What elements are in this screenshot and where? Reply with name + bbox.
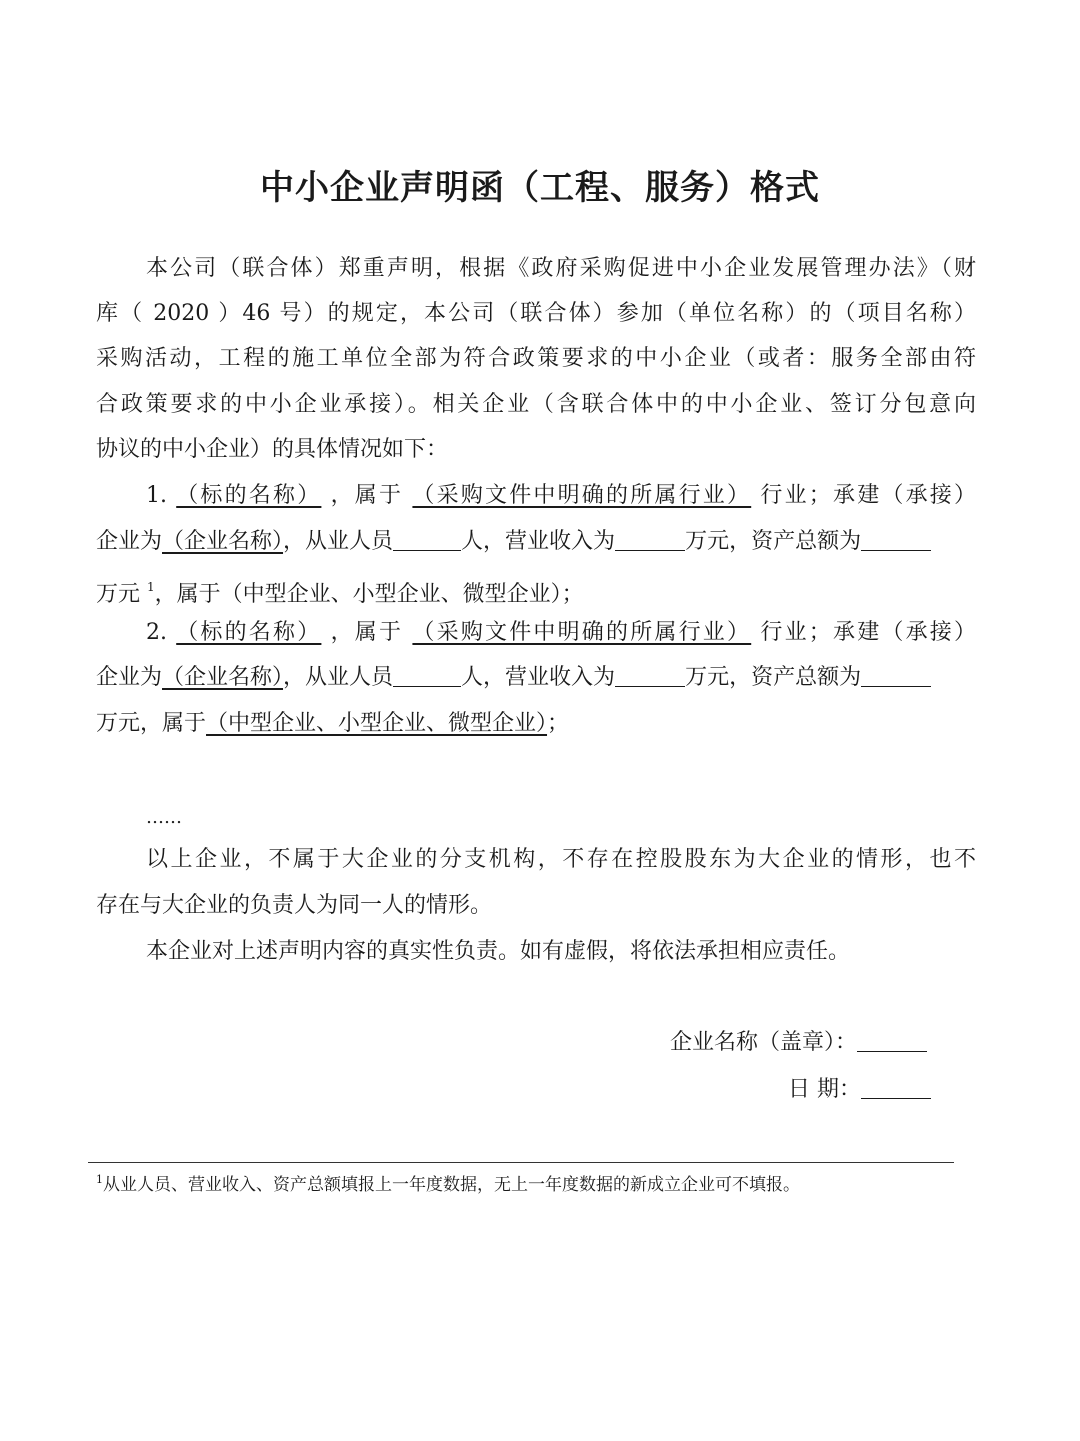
intro-line-2: 库（ 2020 ）46 号）的规定，本公司（联合体）参加（单位名称）的（项目名称） xyxy=(96,301,976,326)
page-title: 中小企业声明函（工程、服务）格式 xyxy=(260,168,820,208)
item2-wan-text: 万元，属于 xyxy=(96,711,207,736)
item1-company-prefix: 企业为 xyxy=(96,529,163,554)
item2-company-prefix: 企业为 xyxy=(96,665,163,690)
item1-revenue-blank[interactable] xyxy=(615,528,685,551)
intro-line-4: 合政策要求的中小企业承接）。相关企业（含联合体中的中小企业、签订分包意向 xyxy=(96,392,976,417)
item2-staff-label: ，从业人员 xyxy=(283,665,394,690)
item2-industry: （采购文件中明确的所属行业） xyxy=(412,620,752,645)
statement-line-1: 以上企业，不属于大企业的分支机构，不存在控股股东为大企业的情形，也不 xyxy=(146,847,976,872)
item1-staff-label: ，从业人员 xyxy=(283,529,394,554)
item1-builder-text: 行业；承建（承接） xyxy=(760,483,976,508)
date-blank[interactable] xyxy=(861,1076,931,1099)
item2-revenue-blank[interactable] xyxy=(615,664,685,687)
ellipsis: …… xyxy=(146,807,182,828)
responsibility-statement: 本企业对上述声明内容的真实性负责。如有虚假，将依法承担相应责任。 xyxy=(146,939,851,964)
item2-scale: （中型企业、小型企业、微型企业） xyxy=(206,711,548,736)
item2-assets-label: 万元，资产总额为 xyxy=(685,665,862,690)
item1-company-name: （企业名称） xyxy=(162,529,284,554)
item2-line-1 xyxy=(146,618,976,648)
intro-line-1: 本公司（联合体）郑重声明，根据《政府采购促进中小企业发展管理办法》（财 xyxy=(146,256,976,281)
item1-scale-text: ，属于（中型企业、小型企业、微型企业）； xyxy=(154,582,584,607)
company-seal-label: 企业名称（盖章）： xyxy=(670,1030,858,1055)
item2-builder-text: 行业；承建（承接） xyxy=(760,620,976,645)
item2-company-name: （企业名称） xyxy=(162,665,284,690)
date-row xyxy=(788,1075,931,1105)
item2-belong-text: ，属于 xyxy=(330,620,404,645)
item2-line-2 xyxy=(96,663,976,693)
item2-assets-blank[interactable] xyxy=(861,664,931,687)
footnote-divider xyxy=(88,1162,954,1163)
item1-belong-text: ，属于 xyxy=(330,483,404,508)
footnote-ref: 1 xyxy=(147,580,155,594)
intro-line-3: 采购活动，工程的施工单位全部为符合政策要求的中小企业（或者：服务全部由符 xyxy=(96,346,976,371)
item1-wan-text: 万元 xyxy=(96,582,141,607)
footnote xyxy=(96,1168,800,1197)
company-seal-row xyxy=(670,1028,927,1058)
item1-staff-blank[interactable] xyxy=(393,528,461,551)
statement-line-2: 存在与大企业的负责人为同一人的情形。 xyxy=(96,893,493,918)
item1-line-2 xyxy=(96,527,976,557)
item2-staff-blank[interactable] xyxy=(393,664,461,687)
item1-line-3 xyxy=(96,572,976,610)
item1-industry: （采购文件中明确的所属行业） xyxy=(412,483,752,508)
item2-subject-name: （标的名称） xyxy=(176,620,322,645)
date-label: 日 期： xyxy=(788,1077,861,1102)
item1-number: 1. xyxy=(146,483,167,508)
item1-subject-name: （标的名称） xyxy=(176,483,322,508)
item1-revenue-label: 人，营业收入为 xyxy=(461,529,616,554)
intro-line-5: 协议的中小企业）的具体情况如下： xyxy=(96,437,449,462)
item1-line-1 xyxy=(146,481,976,511)
item2-revenue-label: 人，营业收入为 xyxy=(461,665,616,690)
footnote-text: 从业人员、营业收入、资产总额填报上一年度数据，无上一年度数据的新成立企业可不填报。 xyxy=(103,1175,800,1195)
footnote-mark: 1 xyxy=(96,1173,103,1186)
item2-line-3 xyxy=(96,709,976,739)
item2-number: 2. xyxy=(146,620,167,645)
item1-assets-label: 万元，资产总额为 xyxy=(685,529,862,554)
company-seal-blank[interactable] xyxy=(857,1029,927,1052)
item1-assets-blank[interactable] xyxy=(861,528,931,551)
item2-end-punct: ； xyxy=(547,711,570,736)
